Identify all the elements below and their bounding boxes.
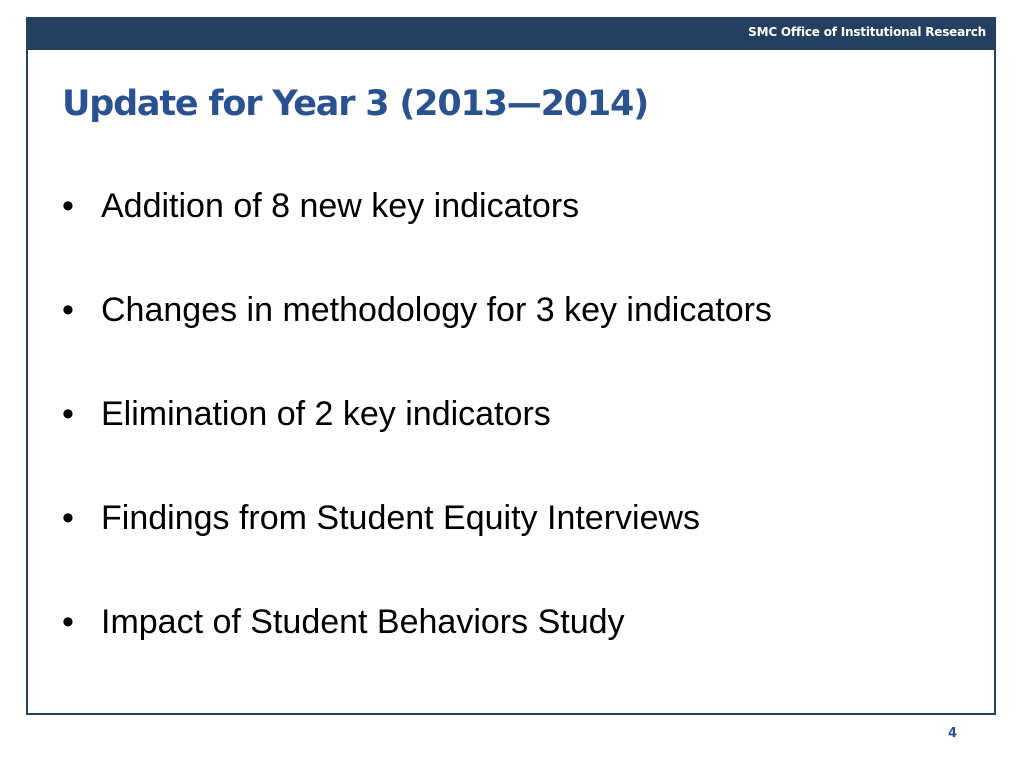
bullet-icon: • bbox=[62, 499, 74, 537]
bullet-list bbox=[58, 180, 772, 700]
bullet-item bbox=[58, 388, 772, 492]
bullet-item bbox=[58, 180, 772, 284]
bullet-icon: • bbox=[62, 603, 74, 641]
header-bar bbox=[26, 17, 996, 50]
header-organization-label: SMC Office of Institutional Research bbox=[748, 25, 986, 39]
bullet-icon: • bbox=[62, 395, 74, 433]
bullet-item bbox=[58, 492, 772, 596]
bullet-text: Changes in methodology for 3 key indicators bbox=[101, 291, 772, 329]
bullet-item bbox=[58, 596, 772, 700]
bullet-item bbox=[58, 284, 772, 388]
bullet-text: Addition of 8 new key indicators bbox=[101, 187, 580, 225]
bullet-text: Elimination of 2 key indicators bbox=[101, 395, 551, 433]
bullet-text: Findings from Student Equity Interviews bbox=[101, 499, 701, 537]
slide-title: Update for Year 3 (2013—2014) bbox=[62, 84, 649, 124]
bullet-icon: • bbox=[62, 291, 74, 329]
bullet-text: Impact of Student Behaviors Study bbox=[101, 603, 625, 641]
bullet-icon: • bbox=[62, 187, 74, 225]
page-number: 4 bbox=[948, 726, 958, 741]
